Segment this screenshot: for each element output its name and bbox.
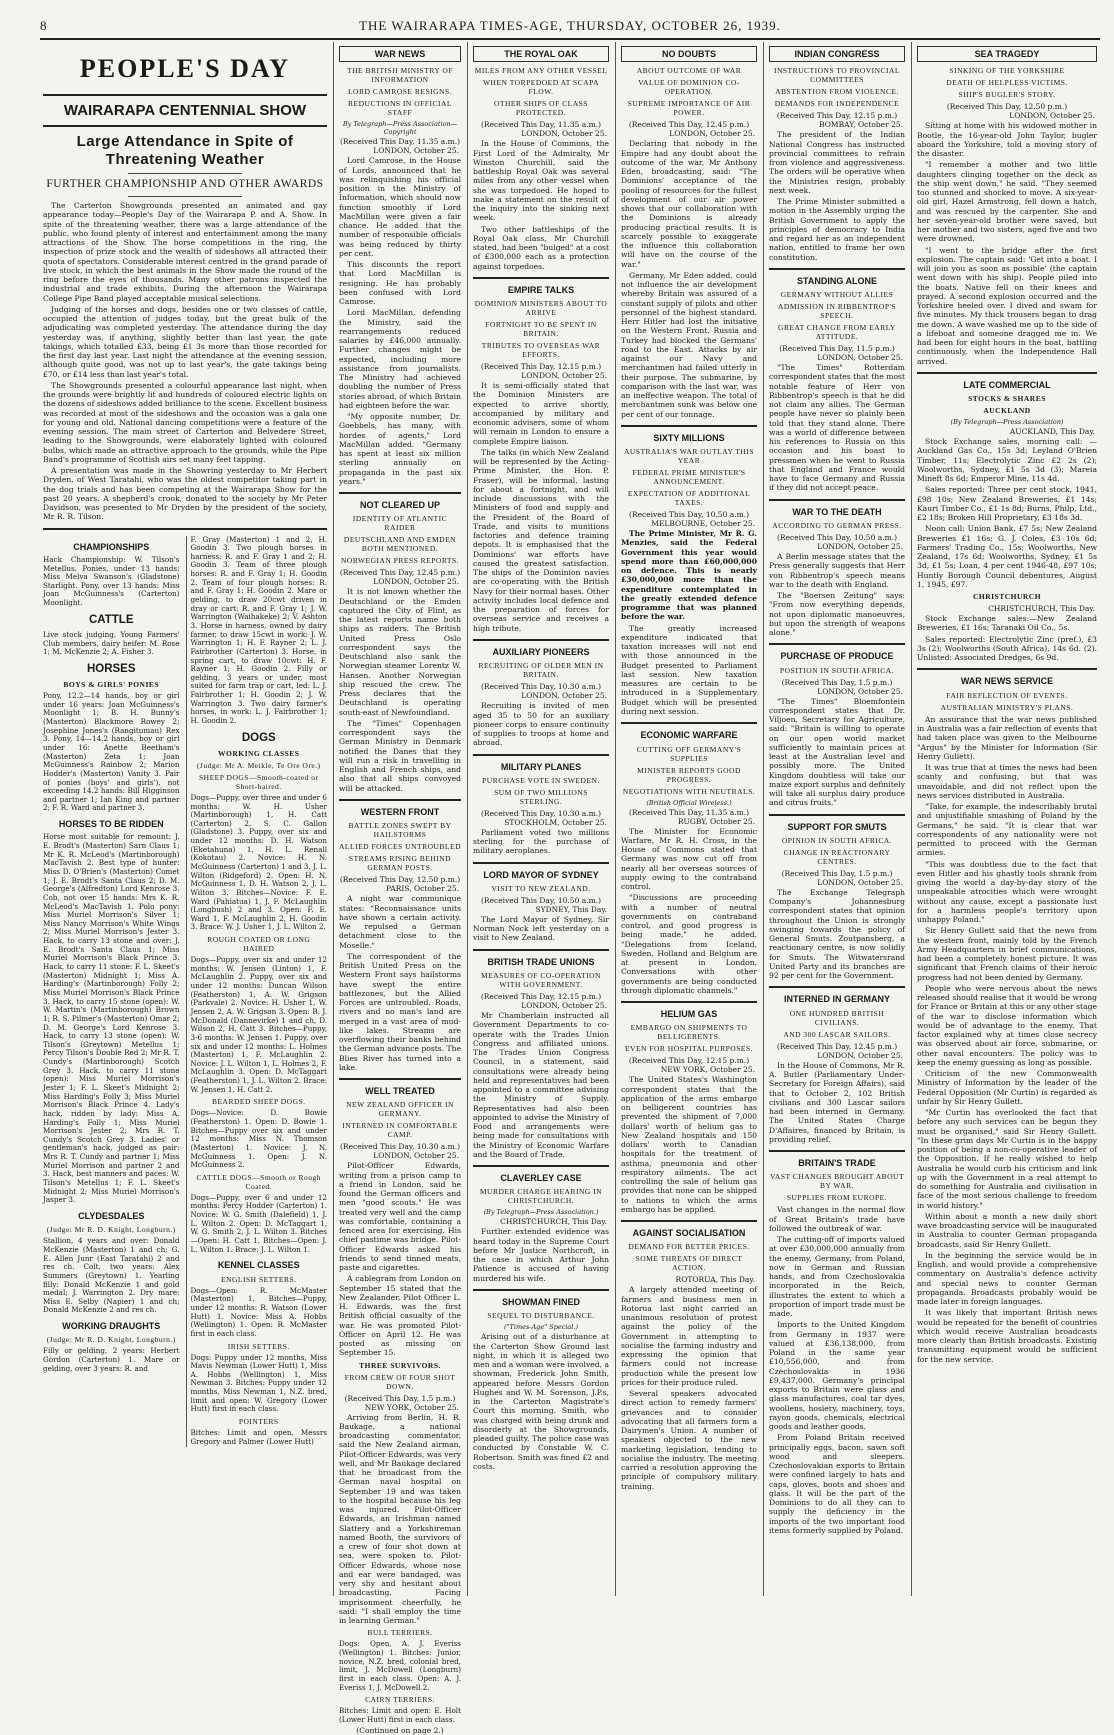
paragraph: "Take, for example, the indescribably brutal and unjustifiable smashing of Poland by the Germans," he said. "It is clear that war correspondents of any nationality were not permitted to proceed with the German armies. (917, 802, 1097, 858)
deck: ONE HUNDRED BRITISH CIVILIANS. (789, 1008, 885, 1027)
byline: (By Telegraph—Press Association) (950, 418, 1064, 427)
paragraph: An assurance that the war news published in Australia was a fair reflection of events that had taken place was given to the Melbourne "Argus" by the Minister for Information (Sir Henry Gullett). (917, 714, 1097, 761)
results-left (43, 536, 180, 1448)
paragraph: In the beginning the service would be in English, and would provide a comprehensive commentary on Australia's defence activity and special news to counter German propaganda. Broadcasts probably would be made later in foreign languages. (917, 1250, 1097, 1307)
headline-standing-alone: STANDING ALONE (797, 275, 877, 286)
received-line: (Received This Day, 12.50 p.m.) (946, 102, 1068, 112)
results-text: Bitches: Limit and open: E. Holt (Lower Hutt) first in each class. (339, 1706, 461, 1724)
subheading: IRISH SETTERS. (227, 1341, 290, 1351)
deck: AND 300 LASCAR SAILORS. (783, 1029, 891, 1039)
paragraph: The Carterton Showgrounds presented an animated and gay appearance today—People's Day of the Wairarapa P. and A. Show. In spite of the threatening weather, there was a large attendance of the public, who found plenty of interest and entertainment among the many attractions of the Show. The horse competitions in the ring, the inspection of prize stock and the wealth of sideshows all attracted their quota of spectators. Considerable interest centred in the grand parade of live stock, in which the best animals in the Show made the round of the ring before the eyes of thousands. Many other patrons inspected the industrial and trade exhibits. During the afternoon the Wairarapa College Pipe Band played acceptable musical selections. (43, 201, 327, 303)
deck: AUCKLAND (983, 406, 1031, 416)
dateline: LONDON, October 25. (817, 1050, 903, 1060)
dateline: LONDON, October 25. (669, 129, 755, 139)
divider (339, 1078, 461, 1080)
deck: EVEN FOR HOSPITAL PURPOSES. (624, 1044, 754, 1054)
received-line: (Received This Day, 12.15 p.m.) (480, 362, 602, 372)
paragraph: A cablegram from London on September 15 stated that the New Zealander, Pilot Officer L. H. Edwards, was the first British official casualty of the war. He was promoted Pilot-Officer on April 12. He was posted as missing on September 15. (339, 1274, 461, 1358)
deck-further-awards: FURTHER CHAMPIONSHIP AND OTHER AWARDS (46, 178, 324, 191)
paragraph: It was likely that important British news would be repeated for the benefit of countries which would receive Australian broadcasts more clearly than British broadcasts. Existing transmitting equipment would be sufficient for the new service. (917, 1308, 1097, 1364)
paragraph: The Prime Minister, Mr R. G. Menzies, said the Federal Government this year would spend more than £60,000,000 on defence. This is nearly £30,000,000 more than the expenditure contemplated in the greatly extended defence programme that was planned before the war. (621, 529, 757, 622)
dateline: LONDON, October 25. (817, 686, 903, 696)
divider (621, 1220, 757, 1222)
results-text: Horse most suitable for remount: J. E. Brodt's (Masterton) Sarn Claus 1; Mr K. R. McLeod's (Martinborough) MacTavish 2. Best type of hunter: Miss D. O'Brien's (Masterton) Comet 1; J. E. Brodt's Santa Claus 2; D. M. George's (Alfredton) Lord Kenrose 3. Cob, not over 15 hands: Mrs K. R. McLeod's MacTavish 1. Polo pony: Miss Muriel Morrison's Silver 1; Miss Nancy Morrison's White Wings 2; Miss Muriel Morrison's Jester 3. Hack, to carry 13 stone and over: J. E. Brodt's Santa Claus 1; Miss Muriel Morrison's Black Prince 3. Hack, to carry 11 stone: F. L. Skeet's (Masterton) Midnight 1; Miss A. Harding's (Martinborough) Folly 2; Miss Muriel Morrison's Black Prince 3. Hack, to carry 15 stone (open): W. W. Martin's (Martinborough) Brown 1; R. S. Pilmer's (Masterton) Omar 2; D. M. George's Lord Kenrose 3. Hack, to carry 13 stone (open): W. Tilson's (Greytown) Metellus 1; Percy Tilson's Double Red 2; Mr R. T. Cundy's (Martinborough) Scotch Grey 3. Hack, to carry 11 stone (open): Miss Muriel Morrison's Jester 1; F. L. Skeet's Midnight 2; Miss Harding's Folly 3; Miss Muriel Morrison's Black Prince 4. Lady's hack, ridden by lady: Miss A. Harding's Folly 1; Miss Muriel Morrison's Jester 2; Mrs R. T. Cundy's Scotch Grey 3. Ladies' or gentleman's hack, judged as pair: Mrs R. T. Cundy and partner 1; Miss Muriel Morrison and partner 2 and 3. Hack, best manners and paces: W. Tilson's Metellus 1; F. L. Skeet's Midnight 2; Miss Muriel Morrison's Jasper 3. (43, 832, 180, 1205)
dateline: CHRISTCHURCH, This Day. (988, 604, 1095, 614)
deck: POSITION IN SOUTH AFRICA. (779, 665, 895, 675)
deck: MINISTER REPORTS GOOD PROGRESS. (637, 765, 741, 784)
paragraph: "The Times" Bloemfontein correspondent states that Dr. Viljoen, Secretary for Agriculture, said: "Britain is willing to operate on our open world market sufficiently to maintain prices at least at the Australian level and possibly more. The United Kingdom doubtless will take our maize export surplus and definitely will take all surplus dairy produce and citrus fruits." (769, 696, 905, 808)
deck: INSTRUCTIONS TO PROVINCIAL COMMITTEES (773, 66, 901, 85)
judge-line: (Judge: Mr A. Meikle, Te Ore Ore.) (196, 760, 321, 770)
paragraph: Arriving from Berlin, H. R. Baukage, a national broadcasting commentator, said the New Zealand airman, Pilot-Officer Edwards, was very well, and Mr Baukage declared that he broadcast from the German naval hospital on September 19 and was taken to the hospital because his leg was injured. Pilot-Officer Edwards, an Irishman named Slattery and a Yorkshireman named Booth, the survivors of a crew of four shot down at sea, were spoken to. Pilot-Officer Edwards, whose nose and ear were bandaged, was very shy and hesitant about broadcasting. Facing imprisonment cheerfully, he said: "I shall employ the time in learning German." (339, 1412, 461, 1626)
divider (473, 949, 609, 951)
received-line: (Received This Day, 12.45 p.m.) (776, 1041, 898, 1051)
dateline: LONDON, October 25. (817, 353, 903, 363)
dateline: RUGBY, October 25. (677, 816, 755, 826)
paragraph: Stock Exchange sales, morning call: —Auckland Gas Co., 15s 3d; Leyland O'Brien Timber, 11s; Electrolytic Zinc £2 2s (2); Woolworths, Sydney, £1 5s 3d (3); Mareia Mineft 8s 6d; Emperor Mine, 11s 4d. (917, 437, 1097, 484)
dateline: LONDON, October 25. (817, 877, 903, 887)
divider (339, 799, 461, 801)
paragraph: Lord MacMillan, defending the Ministry, said the rearrangements reduced salaries by £46,000 annually. Further changes might be expected, including more assistance from journalists. The Ministry had achieved doubling the number of Press stories abroad, of which Britain had eighteen before the war. (339, 308, 461, 410)
deck: ABOUT OUTCOME OF WAR (636, 66, 742, 76)
byline: (British Official Wireless.) (646, 798, 732, 807)
deck: GREAT CHANGE FROM EARLY ATTITUDE. (778, 323, 896, 342)
heading-working-draughts: WORKING DRAUGHTS (62, 1321, 161, 1332)
subheading: ROUGH COATED OR LONG HAIRED (207, 935, 311, 954)
deck: OTHER SHIPS OF CLASS PROTECTED. (494, 99, 588, 118)
divider (43, 94, 327, 96)
results-text: Dogs—Open: R. McMaster (Masterton) 1. Bitches—Puppy, under 12 months: R. Watson (Lower Hutt) 1. Novice: Miss A. Hobbs (Wellington) 1. Open: R. McMaster first in each class. (190, 1285, 327, 1338)
deck: CHANGE IN REACTIONARY CENTRES. (783, 847, 891, 866)
deck: NORWEGIAN PRESS REPORTS. (340, 556, 460, 566)
heading-kennel-classes: KENNEL CLASSES (217, 1260, 300, 1271)
column-sea-tragedy (914, 40, 1100, 1598)
column-no-doubts (618, 40, 760, 1598)
deck: DEMAND FOR BETTER PRICES. (628, 1242, 750, 1252)
headline-britains-trade: BRITAIN'S TRADE (798, 1158, 876, 1169)
headline-war-news: WAR NEWS (339, 46, 461, 62)
deck: MEASURES OF CO-OPERATION WITH GOVERNMENT. (481, 971, 601, 990)
paragraph: "This was doubtless due to the fact that even Hitler and his ghastly tools shrank from giving the world a day-by-day story of the unspeakable atrocities which were wrought without any cause, except a passionate lust for a harmless people's territory upon unhappy Poland." (917, 859, 1097, 925)
dateline: LONDON, October 25. (817, 542, 903, 552)
deck: SEQUEL TO DISTURBANCE. (487, 1311, 595, 1321)
divider (769, 499, 905, 501)
heading-dogs: DOGS (241, 731, 276, 744)
results-columns (43, 536, 327, 1448)
page-number: 8 (40, 18, 47, 33)
deck: RECRUITING OF OLDER MEN IN BRITAIN. (478, 661, 604, 680)
subheading: CATTLE DOGS—Smooth or Rough Coated. (196, 1172, 322, 1191)
deck: BATTLE ZONES SWEPT BY HAILSTORMS (348, 821, 452, 840)
heading-working-classes: WORKING CLASSES (218, 748, 300, 758)
subheading: ENGLISH SETTERS. (221, 1274, 297, 1284)
headline-against-socialisation: AGAINST SOCIALISATION (632, 1228, 746, 1239)
divider (473, 862, 609, 864)
paragraph: Declaring that nobody in the Empire had any doubt about the outcome of the war, Mr Anthony Eden, broadcasting, said: "The Dominions' acceptance of the pooling of resources for the fullest development of our air power shows that our collaboration with the Dominions is already producing practical results. It is scarcely possible to exaggerate the influence this collaboration will have on the course of the war." (621, 139, 757, 269)
deck: SOME THREATS OF DIRECT ACTION. (635, 1254, 743, 1273)
dateline: AUCKLAND, This Day. (1009, 427, 1095, 437)
headline-indian-congress: INDIAN CONGRESS (769, 46, 905, 62)
received-line: (Received This Day, 11.35 a.m.) (340, 137, 460, 147)
deck: DEUTSCHLAND AND EMDEN BOTH MENTIONED. (343, 535, 457, 554)
deck: CUTTING OFF GERMANY'S SUPPLIES (636, 744, 742, 763)
divider (621, 425, 757, 427)
divider (769, 643, 905, 645)
divider (473, 1289, 609, 1291)
paragraph: From Poland Britain received principally eggs, bacon, sawn soft wood and sleepers. Czechoslovakian exports to Britain were confined largely to hats and caps, gloves, boots and shoes and glass. It will be the part of the Dominions to do all they can to supply the deficiency in the imports of the two important food items formerly supplied by Poland. (769, 1433, 905, 1535)
subheading: SHEEP DOGS—Smooth-coated or Short-haired. (199, 772, 319, 791)
heading-horses: HORSES (86, 662, 136, 675)
byline: ("Times-Age" Special.) (504, 1323, 578, 1332)
deck: TRIBUTES TO OVERSEAS WAR EFFORTS. (481, 341, 601, 360)
deck: DEMANDS FOR INDEPENDENCE (774, 99, 900, 109)
results-text: Dogs: Puppy under 12 months, Miss Mavis Newman (Lower Hutt) 1, Miss A. Hobbs (Wellington) 1, Miss Newman 3. Bitches: Puppy under 12 months, Miss Newman 1, N.Z. bred, limit and open: W. Gregory (Lower Hutt) first in each class. (190, 1352, 327, 1414)
received-line: (Received This Day, 12.15 p.m.) (776, 111, 898, 121)
paragraph: The correspondent of the British United Press on the Western Front says hailstorms have swept the entire battlezones, but the Allied Forces are untroubled. Roads, rivers and no man's land are merged in a vast area of mud-like lakes. Streams are overflowing their banks behind the German advance posts. The Blies River has turned into a lake. (339, 951, 461, 1072)
paragraph: Sales reported: Three per cent stock, 1941, £98 10s; New Zealand Breweries, £1 14s; Kauri Timber Co., £1 1s 8d; Burns, Philp, Ltd., £2 18s; Broken Hill Proprietary, £3 18s 3d. (917, 485, 1097, 523)
paragraph: Germany, Mr Eden added, could not influence the air development whereby Britain was assured of a constant supply of pilots and other personnel of the highest standard. Herr Hitler had lost the initiative on the Western Front. Russia and Turkey had blocked the Germans' road to the East. Attacks by air against our Navy and merchantmen had failed utterly in their purpose. The submarine, by comparison with the last war, was an ineffective weapon. The total of merchantmen sunk was below one per cent of our tonnage. (621, 270, 757, 419)
paragraph: People who were nervous about the news released should realise that it would be wrong for France or Britain at this or any other stage of the war to disclose information which would be of advantage to the enemy. That factor explained why at times close secrecy was observed about air force, submarine, or other naval encounters. The policy was to keep the enemy guessing as long as possible. (917, 983, 1097, 1067)
paragraph: It is not known whether the Deutschland or the Emden captured the City of Flint, as the latest reports name both ships as raiders. The British United Press Oslo correspondent says the Deutschland also sank the Norwegian steamer Lorentz W. Hansen. Another Norwegian ship rescued the crew. The Press declares that the Deutschland is operating south-east of Newfoundland. (339, 587, 461, 717)
divider (128, 196, 242, 197)
headline-empire-talks: EMPIRE TALKS (507, 284, 575, 295)
headline-support-for-smuts: SUPPORT FOR SMUTS (787, 821, 887, 832)
divider (917, 372, 1097, 374)
dateline: MELBOURNE, October 25. (651, 519, 755, 529)
headline-trade-unions: BRITISH TRADE UNIONS (487, 956, 595, 967)
deck: NEW ZEALAND OFFICER IN GERMANY. (346, 1100, 454, 1119)
dateline: LONDON, October 25. (521, 129, 607, 139)
deck: FORTNIGHT TO BE SPENT IN BRITAIN. (485, 320, 597, 339)
headline-well-treated: WELL TREATED (365, 1086, 435, 1097)
paragraph: Lord Camrose, in the House of Lords, announced that he was relinquishing his official position in the Ministry of Information, which should now function smoothly if Lord MacMillan were given a fair chance. He added that the number of responsible officials was being reduced by thirty per cent. (339, 156, 461, 258)
judge-line: (Judge: Mr R. D. Knight, Longburn.) (46, 1335, 176, 1345)
paragraph: "I remember a mother and two little daughters clinging together on the deck as the ship went down," he said. "They seemed too stunned and shocked to move. A six-year-old girl, Hazel Armstrong, fell down a hatch, and was rescued by the carpenter. She and her seven-year-old brother were saved, but her mother and two sisters, aged five and two were drowned. (917, 160, 1097, 244)
divider (917, 668, 1097, 670)
deck: VALUE OF DOMINION CO-OPERATION. (638, 78, 740, 97)
paragraph: Judging of the horses and dogs, besides one or two classes of cattle, occupied the attention of judges today, but the great bulk of the adjudicating was completed yesterday. The attendance during the day yesterday was, if anything, slightly better than last year, the gate takings, which totalled £33, being £1 3s more than those recorded for the first day last year. Last night the attendance at the evening session, although quite good, was not up to last year's, the gate takings being £70, or £14 less than last year's total. (43, 304, 327, 379)
subhead-centennial-show: WAIRARAPA CENTENNIAL SHOW (63, 102, 307, 119)
deck: VAST CHANGES BROUGHT ABOUT BY WAR. (769, 1172, 905, 1191)
headline-war-news-service: WAR NEWS SERVICE (960, 676, 1054, 687)
deck: INTERNED IN COMFORTABLE CAMP. (342, 1121, 458, 1140)
results-text: Stallion, 4 years and over: Donald McKenzie (Masterton) 1 and ch; G. E. Allen Junr (East Taratahi) 2 and res ch. Colt, two years: Alex Summers (Greytown) 1. Yearling filly: Donald McKenzie 1 and gold medal; J. Warrington 2. Dry mare: Miss E. Selby (Napier) 1 and ch; Donald McKenzie 2 and res ch. (43, 1236, 180, 1315)
paragraph: "My opposite number, Dr. Goebbels, has many, with hordes of agents," Lord MacMillan added. "Germany has spent at least six million sterling annually on propaganda in the past six years." (339, 412, 461, 486)
paragraph: A Berlin message states that the Press generally suggests that Herr von Ribbentrop's speech means war to the death with England. (769, 552, 905, 589)
divider (473, 754, 609, 756)
divider (473, 1165, 609, 1167)
deck: AUSTRALIAN MINISTRY'S PLANS. (940, 702, 1074, 712)
divider (128, 173, 242, 174)
deck: STREAMS RISING BEHIND GERMAN POSTS. (348, 854, 452, 873)
received-line: (Received This Day, 11.35 a.m.) (629, 807, 749, 817)
deck: PURCHASE VOTE IN SWEDEN. (482, 775, 600, 785)
deck: MURDER CHARGE HEARING IN CHRISTCHURCH. (479, 1187, 603, 1206)
divider (769, 268, 905, 270)
paragraph: Stock Exchange sales:—New Zealand Breweries, £1 16s; Taranaki Oil Co., 5s. (917, 614, 1097, 633)
paragraph: Noon call: Union Bank, £7 5s; New Zealand Breweries £1 16s; G. J. Coles, £3 10s 6d; Farmers' Trading Co., 15s; Woolworths, New Zealand, 17s 6d; Woolworths, Sydney, £1 5s 3d, £1 5s; Loan, 4 per cent 1946-48, £97 10s; Huntly Borough Council debentures, August 1, 1945, £97. (917, 524, 1097, 589)
dateline: NEW YORK, October 25. (364, 1402, 459, 1412)
deck: FEDERAL PRIME MINISTER'S ANNOUNCEMENT. (632, 468, 746, 487)
headline-auxiliary-pioneers: AUXILIARY PIONEERS (492, 646, 590, 657)
subheading: CAIRN TERRIERS. (365, 1695, 435, 1705)
dateline: LONDON, October 25. (373, 146, 459, 156)
paragraph: "Discussions are proceeding with a number of neutral governments on contraband control, and good progress is being made," he added. "Delegations from Iceland, Sweden, Holland and Belgium are at present in London. Conversations with other governments are being conducted through diplomatic channels." (621, 893, 757, 995)
headline-sea-tragedy: SEA TRAGEDY (917, 46, 1097, 62)
deck: DOMINION MINISTERS ABOUT TO ARRIVE (474, 299, 608, 318)
deck: ADMISSION IN RIBBENTROP'S SPEECH. (777, 302, 897, 321)
paragraph: Further extended evidence was heard today in the Supreme Court before Mr Justice Northcroft, in the case in which Arthur John Patience is accused of having murdered his wife. (473, 1227, 609, 1283)
deck: SUM OF TWO MILLIONS STERLING. (494, 787, 588, 806)
column-indian-congress (766, 40, 908, 1598)
headline-claverley-case: CLAVERLEY CASE (500, 1173, 582, 1184)
received-line: (Received This Day, 10.30 a.m.) (340, 1142, 460, 1152)
headline-three-survivors: THREE SURVIVORS. (359, 1360, 441, 1370)
deck: OPINION IN SOUTH AFRICA. (781, 835, 893, 845)
paragraph: Arising out of a disturbance at the Carterton Show Ground last night, in which it is alleged two men and a woman were involved, a showman, Frederick John Smith, appeared before Messrs Gordon Hughes and W. M. Sorenson, J.P.s, in the Carterton Magistrate's Court this morning. Smith, who was charged with being drunk and disorderly at the Showgrounds, pleaded guilty. The police case was conducted by Constable W. C. Robertson. Smith was fined £2 and costs. (473, 1332, 609, 1471)
subheading: BULL TERRIERS. (367, 1628, 433, 1638)
paragraph: Recruiting is invited of men aged 35 to 50 for an auxiliary pioneer corps to ensure continuity of supplies to troops at home and abroad. (473, 701, 609, 748)
paragraph: The talks (in which New Zealand will be represented by the Acting-Prime Minister, the Hon. P. Fraser), will be informal, lasting for about a fortnight, and will include discussions with the Ministers of food and supply and the President of the Board of Trade, and visits to munitions factories and defence training depots. It is emphasised that the Dominions' war efforts have caused the greatest satisfaction. The ships of the Dominion navies are co-operating with the British Navy for their normal bases. Other activity includes local defence and the preparation of forces for overseas service and receives a high tribute. (473, 447, 609, 633)
results-right (186, 536, 328, 1448)
paragraph: Sales reported: Electrolytic Zinc (pref.), £3 3s (2); Woolworths (South Africa), 14s 6d. (2). Unlisted: Associated Dredges, 6s 9d. (917, 634, 1097, 663)
received-line: (Received This Day, 12.15 p.m.) (480, 992, 602, 1002)
deck: SUPREME IMPORTANCE OF AIR POWER. (627, 99, 751, 118)
judge-line: (Judge: Mr R. D. Knight, Longburn.) (46, 1225, 176, 1235)
heading-christchurch: CHRISTCHURCH (972, 592, 1042, 602)
deck: SUPPLIES FROM EUROPE. (786, 1193, 888, 1203)
headline-royal-oak: THE ROYAL OAK (473, 46, 609, 62)
heading-ponies: BOYS & GIRLS' PONIES (63, 680, 160, 690)
subheading: BEARDED SHEEP DOGS. (211, 1097, 306, 1107)
deck: FAIR REFLECTION OF EVENTS. (946, 690, 1068, 700)
paragraph: Mr Chamberlain instructed all Government Departments to co-operate with the Trades Union Congress and affiliated unions. The Trades Union Congress Council, in a statement, said consultations were already being held and representatives had been appointed to a committee advising the Ministry of Supply. Representatives had also been appointed to advise the Ministry of Food and arrangements were being made for consultations with the Ministry of Economic Warfare and the Board of Trade. (473, 1011, 609, 1159)
headline-war-to-the-death: WAR TO THE DEATH (792, 506, 882, 517)
results-text: Bitches: Limit and open, Messrs Gregory and Palmer (Lower Hutt) (190, 1428, 327, 1446)
headline-not-cleared-up: NOT CLEARED UP (359, 500, 440, 511)
deck: EXPECTATION OF ADDITIONAL TAXES. (627, 489, 751, 508)
paragraph: It was true that at times the news had been scanty and confusing, but that was unavoidable, and did not reflect upon the news services distributed in Australia. (917, 763, 1097, 800)
headline-lord-mayor: LORD MAYOR OF SYDNEY (483, 869, 599, 880)
dateline: STOCKHOLM, October 25. (504, 817, 607, 827)
headline-no-doubts: NO DOUBTS (621, 46, 757, 62)
paragraph: Pilot-Officer Edwards, writing from a prison camp to a friend in London, said he found the German officers and men "good scouts." He was treated very well and the camp was comfortable, containing a fenced area for exercising. His chief pastime was bridge. Pilot-Officer Edwards asked his friends to send tinned meats, paste and cigarettes. (339, 1161, 461, 1273)
dateline: PARIS, October 25. (385, 884, 459, 894)
paragraph: Vast changes in the normal flow of Great Britain's trade have followed the outbreak of war. (769, 1205, 905, 1233)
paragraph: The Prime Minister submitted a motion in the Assembly urging the British Government to apply the principles of democracy to India and regard her as an independent nation, entitled to frame her own constitution. (769, 197, 905, 262)
paragraph: In the House of Commons, the First Lord of the Admiralty, Mr Winston Churchill, said the battleship Royal Oak was several miles from any other vessel when she was torpedoed. He hoped to make a statement on the result of the inquiry into the sinking next week. (473, 139, 609, 223)
paragraph: The greatly increased expenditure indicated that taxation increases will not end with those announced in the Budget presented to Parliament last session. New taxation measures are certain to be introduced in a Supplementary Budget which will be presented during next session. (621, 623, 757, 716)
deck: FROM CREW OF FOUR SHOT DOWN. (344, 1372, 456, 1391)
paragraph: A presentation was made in the Showring yesterday to Mr Herbert Dryden, of West Taratahi, who was the oldest competitor taking part in the dog trials and has been competing at the Wairarapa Show for the past 20 years. A shepherd's crook, donated to the society by Mr Peter Davidson, was presented to Mr Dryden by the president of the society, Mr R. R. Tilson. (43, 466, 327, 522)
divider (473, 277, 609, 279)
dateline: NEW YORK, October 25. (660, 1065, 755, 1075)
received-line: (Received This Day, 11.5 p.m.) (779, 344, 895, 354)
results-text: Pony, 12.2—14 hands, boy or girl under 16 years: Joan McGuinness's Moonlight 1; B. H. Bunny's (Masterton) Blackmore Rowey 2; Josephine Jones's (Rangitumau) Rex 3. Pony, 14—14.2 hands, boy or girl under 16: Anette Beetham's (Masterton) Zeta 1; Joan McGuinness's Rainbow 2; Marion Hodder's (Masterton) Vanity 3. Pair of ponies (boys' and girls'), not exceeding 14.2 hands: Bill Higginson and partner 1; Ian King and partner 2; F. R. Ward and partner 3. (43, 691, 180, 813)
deck: REDUCTIONS IN OFFICIAL STAFF (348, 99, 452, 118)
headline-purchase-of-produce: PURCHASE OF PRODUCE (780, 651, 894, 662)
paragraph: The Exchange Telegraph Company's Johannesburg correspondent states that opinion throughout the Union is strongly swinging towards the policy of General Smuts. Zoutpansberg, a reactionary centre, is now solidly for Smuts. The Witwatersrand United Party and its branches are 92 per cent for the Government. (769, 887, 905, 981)
column-peoples-day (40, 40, 330, 1598)
received-line: (Received This Day, 12.45 p.m.) (628, 120, 750, 130)
masthead (40, 16, 1100, 40)
dateline: BOMBAY, October 25. (819, 120, 903, 130)
divider (621, 722, 757, 724)
column-rule (615, 42, 616, 1596)
byline: By Telegraph—Press Association—Copyright (342, 120, 458, 137)
headline-peoples-day: PEOPLE'S DAY (79, 54, 291, 83)
heading-ridden: HORSES TO BE RIDDEN (58, 819, 164, 830)
deck: ABSTENTION FROM VIOLENCE. (775, 87, 899, 97)
paragraph: Imports to the United Kingdom from Germany in 1937 were valued at £36,138,000, from Poland in the same year £10,556,000, and from Czechoslovakia in 1936 £9,437,000. Germany's principal exports to Britain were glass and glass manufactures, coal tar dyes, woollens, hosiery, machinery, toys, rayon goods, chemicals, electrical goods and leather goods. (769, 1320, 905, 1432)
received-line: (Received This Day, 12.15 p.m.) (628, 1056, 750, 1066)
paragraph: Several speakers advocated direct action to remedy farmers' grievances and to consider advocating that all farmers form a Dairymen's Union. A number of speakers objected to the new marketing legislation, tending to socialise the industry. The meeting carried a resolution approving the principle of compulsory military training. (621, 1389, 757, 1491)
paragraph: The president of the Indian National Congress has instructed provincial committees to refrain from violence and aggressiveness. The orders will be operative when the Ministries resign, probably next week. (769, 130, 905, 195)
headline-showman-fined: SHOWMAN FINED (502, 1296, 580, 1307)
results-text: Hack Championship: W. Tilson's Metellus. Ponies, under 13 hands: Miss Melva Swanson's (Gladstone) Starlight. Pony, over 13 hands: Miss Joan McGuinness's (Carterton) Moonlight. (43, 554, 180, 608)
results-text: F. Gray (Masterton) 1 and 2, H. Goodin 3. Two plough horses in harness: R. and F. Gray 1 and 2; H. Goodin 3. Team of three plough horses: R. and F. Gray 1; H. Goodin 2. Team of four plough horses: R. and F. Gray 1; H. Goodin 2. Mare or gelding, to draw 20cwt driven in dray or cart: R. and F. Gray 1; J. W. Warrington (Waihakeke) 2; V. Ashton 3. Horse in harness, owned by dairy farmer, to draw 15cwt in work: J. W. Warrington 1; H. F. Rayner 2; L. J. Fairbrother (Carterton) 3. Horse, in spring cart, to draw 10cwt: H. F. Rayner 1; H. Goodin 2. Filly or gelding, 3 years or under, most suited for farm trap or cart, led: L. J. Fairbrother 1; H. Goodin 2; J. W. Warrington 3. Two dairy farmer's horses, in work: L. J. Fairbrother 1; H. Goodin 2. (190, 534, 327, 725)
divider (43, 528, 327, 530)
dateline: LONDON, October 25. (1009, 111, 1095, 121)
deck: AUSTRALIA'S WAR OUTLAY THIS YEAR (623, 447, 755, 466)
paragraph: Criticism of the new Commonwealth Ministry of Information by the leader of the Federal Opposition (Mr Curtin) is regarded as unfair by Sir Henry Gullett. (917, 1069, 1097, 1106)
divider (769, 986, 905, 988)
divider (43, 125, 327, 127)
deck: NEGOTIATIONS WITH NEUTRALS. (622, 786, 756, 796)
paragraph: A largely attended meeting of farmers and business men in Rotorua last night carried an unanimous resolution of protest against the policy of the Government in attempting to socialise the farming industry and expressing the opinion that farmers could not increase production while the present low prices for their produce ruled. (621, 1285, 757, 1387)
headline-helium-gas: HELIUM GAS (660, 1009, 718, 1020)
paragraph: It is semi-officially stated that the Dominion Ministers are expected to arrive shortly, accompanied by military and economic advisers, some of whom will remain in London to ensure a complete Empire liaison. (473, 381, 609, 446)
dateline: LONDON, October 25. (373, 1151, 459, 1161)
column-war-news (336, 40, 464, 1735)
dateline: LONDON, October 25. (521, 691, 607, 701)
column-royal-oak (470, 40, 612, 1598)
received-line: (Received This Day, 1.5 p.m.) (781, 677, 893, 687)
results-text: Dogs—Puppy, over three and under 6 months: W. H. Usher (Martinborough) 1, H. Catt (Carterton) 2, S. C. Gallon (Gladstone) 3. Puppy, over six and under 12 months: D. H. Watson (Eketahuna) 1, H. L. Renall (Kokotau) 2. Novice: H. N. McGuinness (Carterton) 1 and 3, J. L. Wilton (Ridgeford) 2. Open: H. N. McGuinness 1, D. H. Watson 2, J. L. Wilton 3. Bitches—Novice: F. E. Ward (Pahiatua) 1, J. F. McLaughlin (Longbush) 2 and 3. Open: F. E. Ward 1, F. McLaughlin 2, H. Goodin 3. Brace: W. J. Usher 1, J. L. Wilton 2. (190, 792, 328, 932)
paragraph: The "Boersen Zeitung" says: "From now everything depends, not upon diplomatic manoeuvres, but upon the strength of weapons alone." (769, 591, 905, 638)
received-line: (Received This Day, 12.50 p.m.) (339, 875, 461, 885)
deck: MILES FROM ANY OTHER VESSEL (474, 66, 608, 76)
column-rule (467, 42, 468, 1596)
deck: DEATH OF HELPLESS VICTIMS. (946, 78, 1068, 88)
headline-interned-in-germany: INTERNED IN GERMANY (783, 994, 890, 1005)
paragraph: The "Times" Copenhagen correspondent says the German Ministry in Denmark notified the Danes that they will run a risk in travelling in English and French ships, and also that all ships convoyed will be attacked. (339, 718, 461, 793)
headline-late-commercial: LATE COMMERCIAL (963, 379, 1051, 390)
received-line: (Received This Day, 12.45 p.m.) (339, 568, 461, 578)
continued-note: (Continued on page 2.) (356, 1725, 444, 1735)
paragraph: This discounts the report that Lord MacMillan is resigning. He has probably been confused with Lord Camrose. (339, 260, 461, 307)
dateline: LONDON, October 25. (373, 577, 459, 587)
headline-economic-warfare: ECONOMIC WARFARE (640, 730, 738, 741)
column-rule (333, 42, 334, 1596)
received-line: (Received This Day, 10.50 a.m.) (481, 895, 601, 905)
paragraph: The United States's Washington correspondent states that the application of the arms embargo on belligerent countries has prevented the shipment of 7,000 dollars' worth of helium gas to New Zealand hospitals and 150 dollars' worth to Canadian hospitals for the treatment of asthma, pneumonia and other respiratory ailments. The act controlling the sale of helium gas provides that none can be shipped to nations to which the arms embargo has be applied. (621, 1075, 757, 1214)
newspaper-title: THE WAIRARAPA TIMES-AGE, THURSDAY, OCTOBER 26, 1939. (359, 18, 781, 33)
headline-western-front: WESTERN FRONT (360, 806, 440, 817)
column-rule (763, 42, 764, 1596)
paragraph: Two other battleships of the Royal Oak class, Mr Churchill stated, had been "bulged" at a cost of £300,000 each as a protection against torpedoes. (473, 224, 609, 271)
deck: STOCKS & SHARES (968, 394, 1046, 404)
deck: LORD CAMROSE RESIGNS. (347, 87, 453, 97)
divider (339, 492, 461, 494)
deck: ALLIED FORCES UNTROUBLED (339, 842, 461, 852)
paragraph: The Lord Mayor of Sydney, Sir Norman Nock left yesterday on a visit to New Zealand. (473, 914, 609, 943)
column-rule (911, 42, 912, 1596)
heading-clydesdales: CLYDESDALES (78, 1210, 145, 1221)
byline: (By Telegraph—Press Association.) (483, 1208, 599, 1217)
dateline: ROTORUA, This Day. (675, 1275, 755, 1285)
subheading: POINTERS (238, 1417, 279, 1426)
paragraph: Sir Henry Gullett said that the news from the western front, mainly told by the French Army Headquarters in brief communications, had been a completely honest picture. It was significant that French claims of their heroic progress had not been denied by Germany. (917, 926, 1097, 982)
paragraph: "Mr Curtin has overlooked the fact that before any such services can be begun they must be organised," said Sir Henry Gullett. "In these grim days Mr Curtin is in the happy position of being a non-co-operative leader of the Opposition. If he really wished to help Australia he would curb his criticism and link up with the Government in a real attempt to do something for Australia and civilisation in face of the most serious challenge to freedom in world history." (917, 1108, 1097, 1210)
results-text: Dogs—Puppy, over six and under 12 months: W. Jensen (Linton) 1, F. McLaughlin 2. Puppy, over six and under 12 months: Duncan Wilson (Featherston) 1, A. W. Grigson (Parkvale) 2. Novice: H. Usher 1, W. Jensen 2, A. W. Grigson 3. Open: B. J. McDonald (Dannevirke) 1 and ch, D. Wilson 2, H. Catt 3. Bitches—Puppy, 3-6 months: W. Jensen 1. Puppy, over six and under 12 months: L. Holmes (Masterton) 1, F. McLaughlin 2. Novice: J. L. Wilton 1, L. Holmes 2, F. McLaughlin 3. Open: D. McTaggart (Featherston) 1, J. L. Wilton 2. Brace: W. Jensen 1, H. Catt 2. (190, 955, 327, 1094)
deck: EMBARGO ON SHIPMENTS TO BELLIGERENTS. (630, 1023, 748, 1042)
results-text: Dogs—Puppy, over 6 and under 12 months: Percy Hodder (Carterton) 1. Novice: W. G. Smith (Dalefield) 1, J. L. Wilton 2. Open: D. McTaggart 1, W. G. Smith 2, J. L. Wilton 3. Bitches—Open: H. Catt 1. Bitches—Open: J. L. Wilton 1. Brace: J. L. Wilton 1. (190, 1192, 327, 1254)
results-text: Dogs—Novice: D. Bowie (Featherston) 1. Open: D. Bowie 1. Bitches—Puppy over six and under 12 months: Miss N. Thomson (Masterton) 1. Novice: J. N. McGuinness 1. Open: J. N. McGuinness 2. (190, 1108, 327, 1170)
dateline: CHRISTCHURCH, This Day. (500, 1217, 607, 1227)
headline-sixty-millions: SIXTY MILLIONS (653, 432, 725, 443)
results-text: Filly or gelding, 2 years: Herbert Gordon (Carterton) 1. Mare or gelding, over 3 years: R. and (43, 1346, 180, 1373)
dateline: LONDON, October 25. (521, 371, 607, 381)
deck: SINKING OF THE YORKSHIRE (949, 66, 1065, 76)
deck: WHEN TORPEDOED AT SCAPA FLOW. (482, 78, 600, 97)
received-line: (Received This Day, 10.50 a.m.) (777, 533, 897, 543)
dateline: LONDON, October 25. (521, 1001, 607, 1011)
deck: ACCORDING TO GERMAN PRESS. (772, 521, 902, 531)
received-line: (Received This Day, 10.30 a.m.) (481, 682, 601, 692)
results-text: Live stock judging, Young Farmers' Club members, dairy heifer: M. Rose 1; M. McKenzie 2; A. Fisher 3. (43, 629, 180, 657)
paragraph: A night war communique states: "Reconnaissance units have shown a certain activity. We repulsed a German detachment close to the Moselle." (339, 894, 461, 950)
headline-military-planes: MILITARY PLANES (500, 761, 582, 772)
divider (769, 814, 905, 816)
paragraph: The Minister for Economic Warfare, Mr R. H. Cross, in the House of Commons stated that Germany was now cut off from nearly all her overseas sources of supply owing to the contraband control. (621, 826, 757, 892)
dateline: SYDNEY, This Day. (535, 904, 607, 914)
heading-cattle: CATTLE (88, 613, 134, 626)
paragraph: In the House of Commons, Mr R. A. Butler (Parliamentary Under-Secretary for Foreign Affairs), said that to October 2, 102 British civilians and 300 Lascar sailors had been interned in Germany. The United States Charge D'Affaires, financed by Britain, is providing relief. (769, 1060, 905, 1144)
divider (473, 639, 609, 641)
deck: VISIT TO NEW ZEALAND. (491, 883, 591, 893)
results-text: Dogs: Open, A. J. Everiss (Wellington) 1. Bitches: Junior, novice, N.Z. bred, colonial bred, limit, J. McDowell (Longburn) first in each class. Open: A. J. Everiss 1, J. McDowell 2. (339, 1639, 461, 1692)
divider (621, 1001, 757, 1003)
deck: IDENTITY OF ATLANTIC RAIDER (352, 514, 448, 533)
received-line: (Received This Day, 11.35 a.m.) (481, 120, 601, 130)
deck: GERMANY WITHOUT ALLIES (780, 290, 894, 300)
received-line: (Received This Day, 10.50 a.m.) (629, 510, 749, 520)
paragraph: The Showgrounds presented a colourful appearance last night, when the grounds were brightly lit and hundreds of coloured electric lights on the dozens of sideshows added brilliance to the scene. Excellent business was recorded at most of the sideshows and the occasion was a gala one for young and old. National dancing competitions were a feature of the evening session. The main street of Carterton and Belvedere Street, leading to the Showgrounds, were elaborately lighted with coloured bulbs, which made an attractive approach to the grounds, while the Pipe Band's programme of Scottish airs set many feet tapping. (43, 380, 327, 464)
paragraph: Sitting at home with his widowed mother in Bootle, the 16-year-old John Taylor, bugler aboard the Yorkshire, told a moving story of the disaster. (917, 121, 1097, 159)
deck-attendance: Large Attendance in Spite of Threatening Weather (76, 133, 294, 169)
received-line: (Received This Day, 10.30 a.m.) (481, 808, 601, 818)
paragraph: The cutting-off of imports valued at over £30,000,000 annually from the enemy, Germany, from Poland, now in German and Russian hands, and from Czechoslovakia incorporated in the Reich, illustrates the extent to which a proportion of import trade must be made. (769, 1235, 905, 1319)
received-line: (Received This Day, 1.5 p.m.) (344, 1393, 456, 1403)
received-line: (Received This Day, 1.5 p.m.) (781, 868, 893, 878)
paragraph: "The Times" Rotterdam correspondent states that the most notable feature of Herr von Ribbentrop's speech is that he did not claim any allies. The German people have never so plainly been told that they stand alone. There was a world of difference between his references to Russia on this occasion and his boast to pressmen when he went to Russia that England and France would have to face Germany and Russia if they did not accept peace. (769, 363, 905, 493)
deck: SHIP'S BUGLER'S STORY. (958, 90, 1056, 100)
paragraph: "I went to the bridge after the first explosion. The captain said: 'Get into a boat. I will join you as soon as possible' (the captain went down with his ship). People piled into the boats. Native fell on their knees and prayed. A second explosion occurred and the Yorkshire heeled over. I dived and swam for five minutes. My thick trousers began to drag me down. A wave washed me up to the side of a lifeboat and someone dragged me in. We had been for eight hours in the boat, battling continuously, when the Independence Hall arrived. (917, 245, 1097, 366)
heading-championships: CHAMPIONSHIPS (73, 541, 150, 552)
paragraph: Parliament voted two millions sterling for the purchase of military aeroplanes. (473, 827, 609, 856)
paragraph: Within about a month a new daily short wave broadcasting service will be inaugurated in Australia to counter German propaganda broadcasts, said Sir Henry Gullett. (917, 1211, 1097, 1249)
deck: THE BRITISH MINISTRY OF INFORMATION (346, 66, 454, 85)
divider (769, 1150, 905, 1152)
